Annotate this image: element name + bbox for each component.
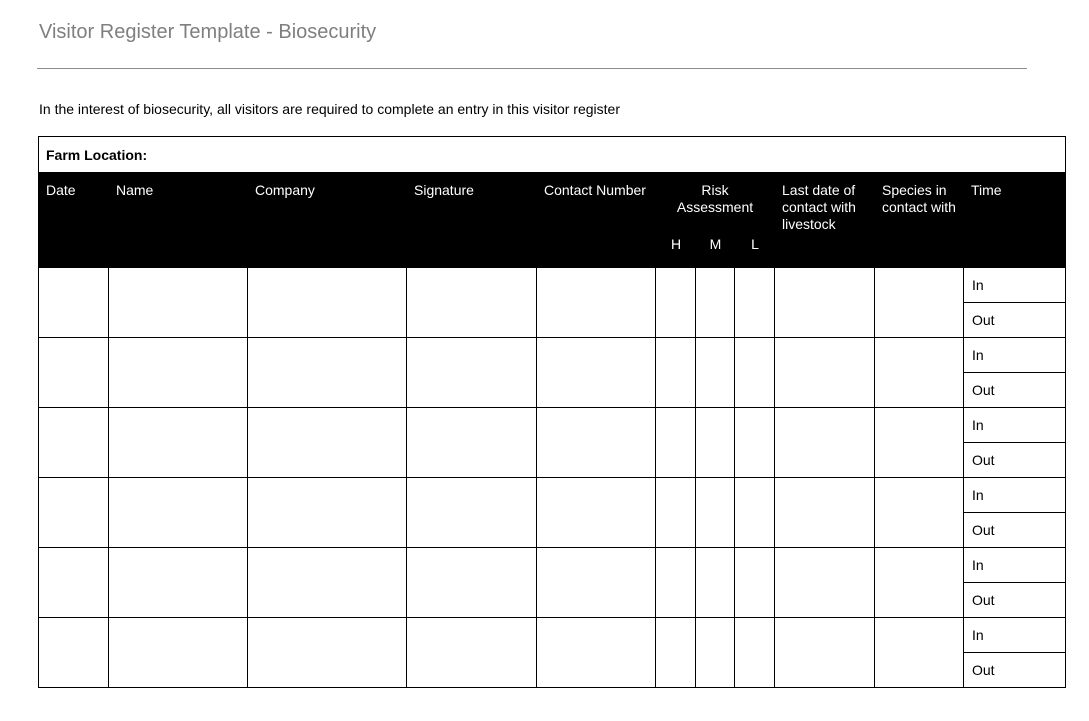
name-cell[interactable] xyxy=(109,548,248,618)
date-cell[interactable] xyxy=(39,338,109,408)
risk-medium-cell[interactable] xyxy=(696,268,735,338)
name-cell[interactable] xyxy=(109,408,248,478)
risk-high-cell[interactable] xyxy=(656,408,696,478)
company-cell[interactable] xyxy=(248,618,407,688)
date-cell[interactable] xyxy=(39,408,109,478)
col-date: Date xyxy=(39,173,109,268)
risk-low-cell[interactable] xyxy=(735,268,775,338)
time-out-cell[interactable]: Out xyxy=(964,583,1066,618)
time-out-cell[interactable]: Out xyxy=(964,653,1066,688)
signature-cell[interactable] xyxy=(407,478,537,548)
risk-label-line2: Assessment xyxy=(676,199,754,215)
register-row xyxy=(39,408,1066,443)
date-cell[interactable] xyxy=(39,268,109,338)
time-out-cell[interactable]: Out xyxy=(964,443,1066,478)
last-date-line1: Last date of xyxy=(782,182,856,198)
time-out-cell[interactable]: Out xyxy=(964,373,1066,408)
col-risk-low: L xyxy=(735,233,775,268)
risk-label-line1: Risk xyxy=(701,182,729,198)
species-cell[interactable] xyxy=(875,338,964,408)
risk-medium-cell[interactable] xyxy=(696,408,735,478)
contact-number-cell[interactable] xyxy=(537,478,656,548)
signature-cell[interactable] xyxy=(407,338,537,408)
col-last-date-contact xyxy=(775,173,875,268)
risk-low-cell[interactable] xyxy=(735,478,775,548)
register-row xyxy=(39,338,1066,373)
date-cell[interactable] xyxy=(39,548,109,618)
risk-high-cell[interactable] xyxy=(656,618,696,688)
contact-number-cell[interactable] xyxy=(537,618,656,688)
risk-low-cell[interactable] xyxy=(735,548,775,618)
signature-cell[interactable] xyxy=(407,548,537,618)
header-row xyxy=(39,173,1066,233)
company-cell[interactable] xyxy=(248,408,407,478)
species-cell[interactable] xyxy=(875,408,964,478)
species-line2: contact with xyxy=(882,199,956,215)
register-row xyxy=(39,478,1066,513)
register-row xyxy=(39,268,1066,303)
col-company: Company xyxy=(248,173,407,268)
risk-low-cell[interactable] xyxy=(735,338,775,408)
col-time: Time xyxy=(964,173,1066,268)
species-line1: Species in xyxy=(882,182,947,198)
time-in-cell[interactable]: In xyxy=(964,338,1066,373)
risk-high-cell[interactable] xyxy=(656,548,696,618)
last-date-line3: livestock xyxy=(782,216,836,232)
name-cell[interactable] xyxy=(109,478,248,548)
species-cell[interactable] xyxy=(875,548,964,618)
species-cell[interactable] xyxy=(875,478,964,548)
company-cell[interactable] xyxy=(248,548,407,618)
time-in-cell[interactable]: In xyxy=(964,478,1066,513)
page-title: Visitor Register Template - Biosecurity xyxy=(39,21,377,43)
contact-number-cell[interactable] xyxy=(537,548,656,618)
last-date-cell[interactable] xyxy=(775,268,875,338)
risk-low-cell[interactable] xyxy=(735,618,775,688)
risk-medium-cell[interactable] xyxy=(696,548,735,618)
farm-location-label: Farm Location: xyxy=(46,146,148,163)
intro-text: In the interest of biosecurity, all visitors are required to complete an entry in this visitor register xyxy=(39,101,620,117)
risk-medium-cell[interactable] xyxy=(696,618,735,688)
species-cell[interactable] xyxy=(875,268,964,338)
visitor-register-table xyxy=(38,136,1066,688)
company-cell[interactable] xyxy=(248,268,407,338)
time-out-cell[interactable]: Out xyxy=(964,513,1066,548)
time-in-cell[interactable]: In xyxy=(964,408,1066,443)
last-date-cell[interactable] xyxy=(775,548,875,618)
register-row xyxy=(39,618,1066,653)
register-row xyxy=(39,548,1066,583)
col-signature: Signature xyxy=(407,173,537,268)
last-date-cell[interactable] xyxy=(775,618,875,688)
title-divider xyxy=(37,68,1027,69)
time-in-cell[interactable]: In xyxy=(964,618,1066,653)
contact-number-cell[interactable] xyxy=(537,268,656,338)
last-date-cell[interactable] xyxy=(775,478,875,548)
date-cell[interactable] xyxy=(39,478,109,548)
signature-cell[interactable] xyxy=(407,268,537,338)
name-cell[interactable] xyxy=(109,268,248,338)
last-date-cell[interactable] xyxy=(775,408,875,478)
signature-cell[interactable] xyxy=(407,618,537,688)
name-cell[interactable] xyxy=(109,338,248,408)
risk-high-cell[interactable] xyxy=(656,268,696,338)
risk-low-cell[interactable] xyxy=(735,408,775,478)
farm-location-field[interactable] xyxy=(39,137,1066,173)
date-cell[interactable] xyxy=(39,618,109,688)
species-cell[interactable] xyxy=(875,618,964,688)
time-out-cell[interactable]: Out xyxy=(964,303,1066,338)
risk-medium-cell[interactable] xyxy=(696,338,735,408)
time-in-cell[interactable]: In xyxy=(964,548,1066,583)
col-species-contact xyxy=(875,173,964,268)
col-contact-number: Contact Number xyxy=(537,173,656,268)
company-cell[interactable] xyxy=(248,338,407,408)
name-cell[interactable] xyxy=(109,618,248,688)
company-cell[interactable] xyxy=(248,478,407,548)
col-risk-medium: M xyxy=(696,233,735,268)
signature-cell[interactable] xyxy=(407,408,537,478)
risk-high-cell[interactable] xyxy=(656,338,696,408)
time-in-cell[interactable]: In xyxy=(964,268,1066,303)
risk-medium-cell[interactable] xyxy=(696,478,735,548)
risk-high-cell[interactable] xyxy=(656,478,696,548)
contact-number-cell[interactable] xyxy=(537,338,656,408)
col-risk-assessment xyxy=(656,173,775,233)
contact-number-cell[interactable] xyxy=(537,408,656,478)
last-date-line2: contact with xyxy=(782,199,856,215)
col-name: Name xyxy=(109,173,248,268)
col-risk-high: H xyxy=(656,233,696,268)
last-date-cell[interactable] xyxy=(775,338,875,408)
